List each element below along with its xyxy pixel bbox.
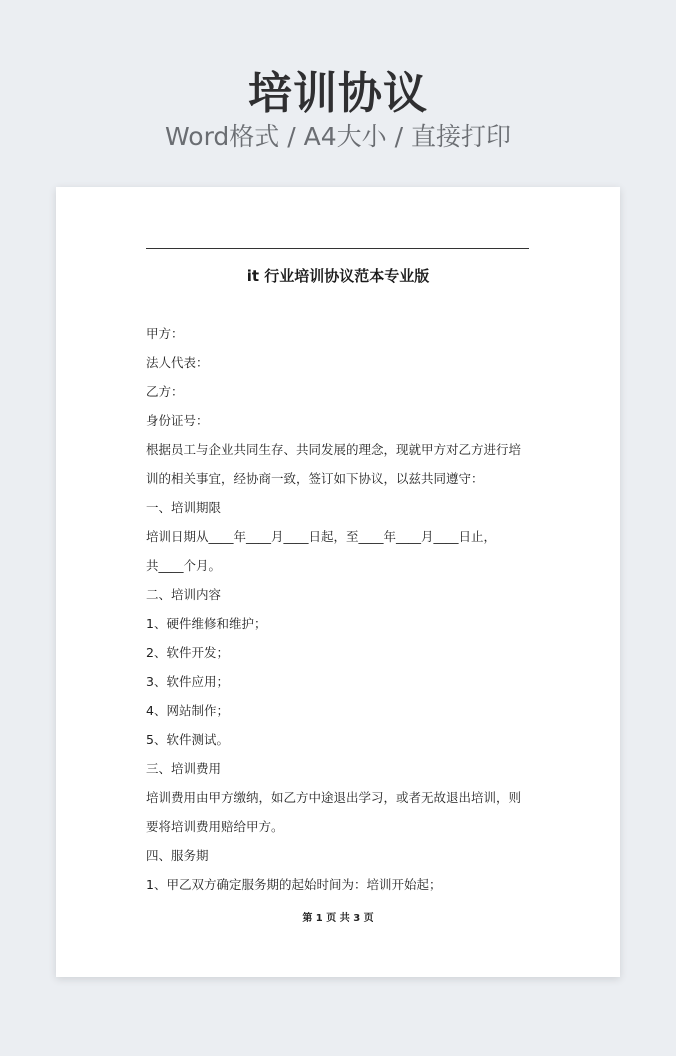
list-item: 5、软件测试。 xyxy=(146,732,229,747)
list-item: 1、甲乙双方确定服务期的起始时间为：培训开始起； xyxy=(146,877,442,892)
header-subtitle: Word格式 / A4大小 / 直接打印 xyxy=(165,122,511,151)
list-item: 2、软件开发； xyxy=(146,645,229,660)
text-line: 身份证号： xyxy=(146,413,209,428)
text-line: 共____个月。 xyxy=(146,558,222,573)
text-line: 法人代表： xyxy=(146,355,209,370)
text-line: 甲方： xyxy=(146,326,184,341)
text-line: 训的相关事宜，经协商一致，签订如下协议，以兹共同遵守： xyxy=(146,471,484,486)
text-line: 要将培训费用赔给甲方。 xyxy=(146,819,284,834)
section-heading: 四、服务期 xyxy=(146,848,209,863)
list-item: 3、软件应用； xyxy=(146,674,229,689)
document-title: it 行业培训协议范本专业版 xyxy=(246,267,430,285)
page-number: 第 1 页 共 3 页 xyxy=(302,913,374,924)
section-heading: 一、培训期限 xyxy=(146,500,222,515)
text-line: 培训日期从____年____月____日起，至____年____月____日止， xyxy=(146,529,497,544)
text-line: 根据员工与企业共同生存、共同发展的理念，现就甲方对乙方进行培 xyxy=(146,442,522,457)
document-body xyxy=(146,319,538,899)
list-item: 4、网站制作； xyxy=(146,703,229,718)
document-page xyxy=(56,187,620,977)
section-heading: 二、培训内容 xyxy=(146,587,222,602)
list-item: 1、硬件维修和维护； xyxy=(146,616,267,631)
header-title: 培训协议 xyxy=(248,68,428,119)
text-line: 培训费用由甲方缴纳，如乙方中途退出学习，或者无故退出培训，则 xyxy=(146,790,522,805)
section-heading: 三、培训费用 xyxy=(146,761,222,776)
top-rule xyxy=(146,248,529,249)
text-line: 乙方： xyxy=(146,384,184,399)
